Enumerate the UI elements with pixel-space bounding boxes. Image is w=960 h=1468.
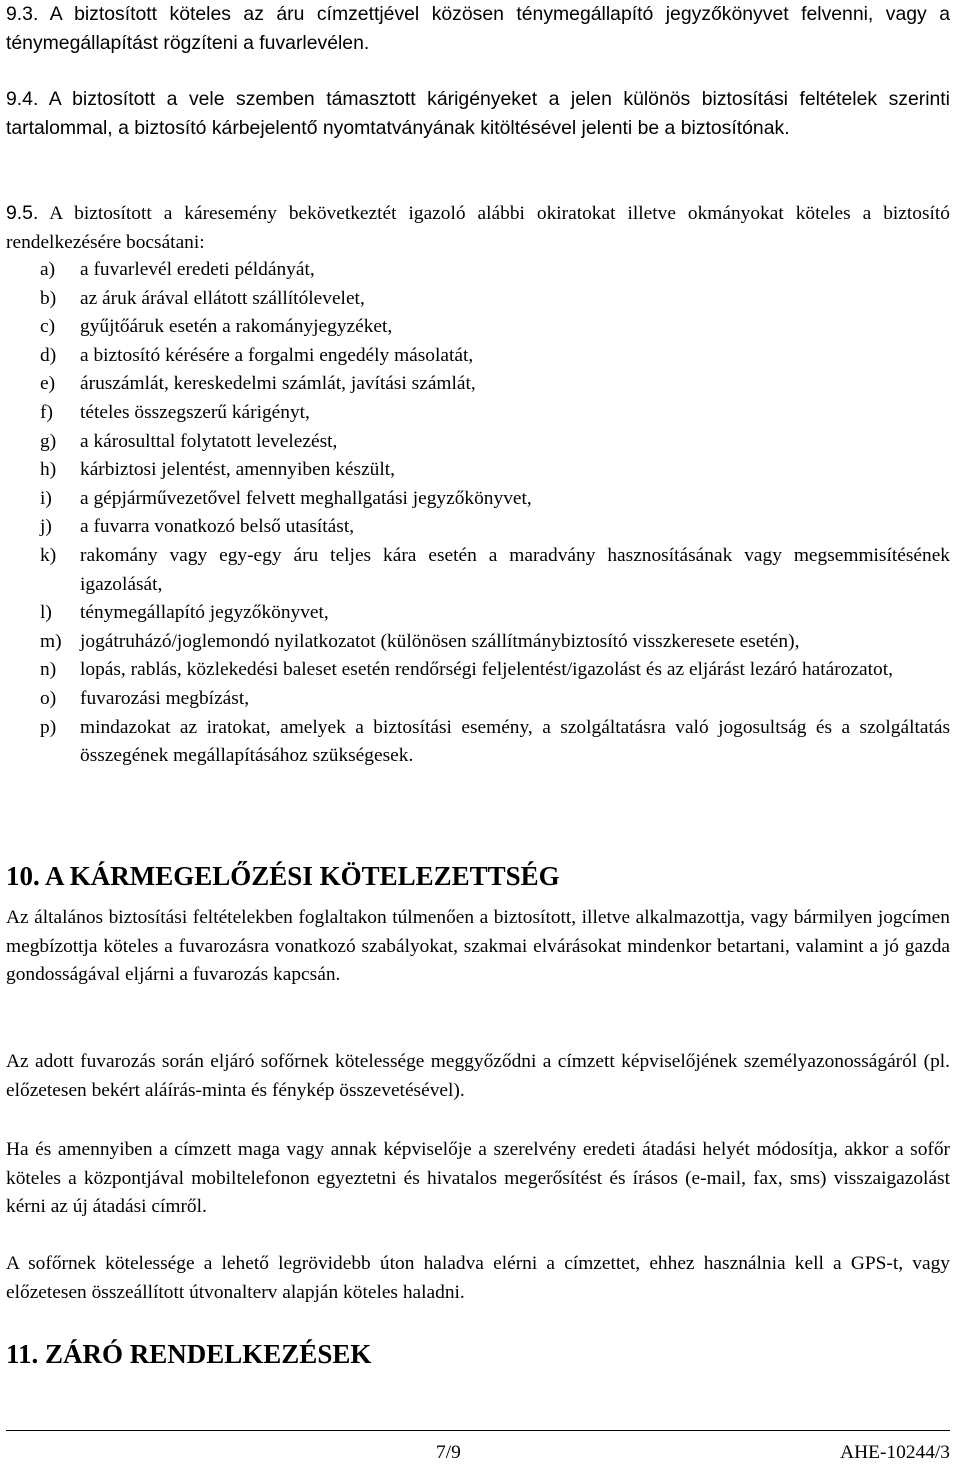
list-item xyxy=(6,370,950,399)
list-item-text: lopás, rablás, közlekedési baleset esetén rendőrségi feljelentést/igazolást és az eljárást lezáró határozatot, xyxy=(80,659,893,681)
list-item xyxy=(6,256,950,285)
list-item-text: a biztosító kérésére a forgalmi engedély másolatát, xyxy=(80,344,474,366)
list-item-text: a fuvarra vonatkozó belső utasítást, xyxy=(80,516,355,538)
list-item xyxy=(6,599,950,628)
list-item-text: az áruk árával ellátott szállítólevelet, xyxy=(80,287,365,309)
list-item-text: áruszámlát, kereskedelmi számlát, javítási számlát, xyxy=(80,373,476,395)
list-item xyxy=(6,685,950,714)
list-item-label: o) xyxy=(40,687,57,709)
document-id: AHE-10244/3 xyxy=(840,1442,950,1463)
required-documents-list xyxy=(6,256,950,771)
list-item xyxy=(6,342,950,371)
list-item-label: i) xyxy=(40,487,52,509)
section-10-paragraph-2: Az adott fuvarozás során eljáró sofőrnek kötelessége meggyőződni a címzett képviselőjének személyazonosságáról (pl. előzetesen bekért aláírás-minta és fénykép összevetésével). xyxy=(6,1051,950,1101)
list-item xyxy=(6,656,950,685)
section-10-heading: 10. A KÁRMEGELŐZÉSI KÖTELEZETTSÉG xyxy=(6,861,560,891)
list-item-label: j) xyxy=(40,516,52,538)
list-item-text: a fuvarlevél eredeti példányát, xyxy=(80,259,315,280)
section-10-paragraph-1: Az általános biztosítási feltételekben foglaltakon túlmenően a biztosított, illetve alkalmazottja, vagy bármilyen jogcímen megbízottja köteles a fuvarozásra vonatkozó szabályokat, szakmai elvárásokat mindenkor betartani, valamint a jó gazda gondosságával eljárni a fuvarozás kapcsán. xyxy=(6,907,950,985)
list-item-text: gyűjtőáruk esetén a rakományjegyzéket, xyxy=(80,316,393,338)
section-9-3: 9.3. A biztosított köteles az áru címzettjével közösen ténymegállapító jegyzőkönyvet felvenni, vagy a ténymegállapítást rögzíteni a fuvarlevélen. xyxy=(6,3,950,54)
list-item-text: a gépjárművezetővel felvett meghallgatási jegyzőkönyvet, xyxy=(80,487,532,509)
list-item-label: k) xyxy=(40,544,57,566)
list-item-text: tételes összegszerű kárigényt, xyxy=(80,401,310,423)
page-number: 7/9 xyxy=(436,1442,461,1463)
section-10-paragraph-4: A sofőrnek kötelessége a lehető legrövidebb úton haladva elérni a címzettet, ehhez használnia kell a GPS-t, vagy előzetesen összeállított útvonalterv alapján köteles haladni. xyxy=(6,1253,950,1303)
list-item-label: p) xyxy=(40,716,57,738)
list-item xyxy=(6,399,950,428)
list-item-label: a) xyxy=(40,259,56,280)
section-9-5-text: A biztosított a káresemény bekövetkeztét igazoló alábbi okiratokat illetve okmányokat köteles a biztosító rendelkezésére bocsátani: xyxy=(6,203,950,253)
list-item xyxy=(6,456,950,485)
list-item xyxy=(6,714,950,771)
list-item-text: mindazokat az iratokat, amelyek a biztosítási esemény, a szolgáltatásra való jogosultság és a szolgáltatás összegének megállapításához szükségesek. xyxy=(80,716,950,767)
list-item-label: g) xyxy=(40,430,57,452)
list-item-text: ténymegállapító jegyzőkönyvet, xyxy=(80,602,329,624)
list-item-label: h) xyxy=(40,459,57,481)
list-item xyxy=(6,542,950,599)
list-item-text: jogátruházó/joglemondó nyilatkozatot (különösen szállítmánybiztosító visszkeresete esetén), xyxy=(80,630,800,652)
list-item-label: n) xyxy=(40,659,57,681)
list-item-label: m) xyxy=(40,630,62,652)
list-item xyxy=(6,485,950,514)
section-10-paragraph-3: Ha és amennyiben a címzett maga vagy annak képviselője a szerelvény eredeti átadási helyét módosítja, akkor a sofőr köteles a központjával mobiltelefonon egyeztetni és hivatalos megerősítést és írásos (e-mail, fax, sms) visszaigazolást kérni az új átadási címről. xyxy=(6,1139,950,1217)
list-item-label: l) xyxy=(40,602,52,624)
list-item-label: f) xyxy=(40,401,53,423)
list-item xyxy=(6,428,950,457)
list-item-text: a károsulttal folytatott levelezést, xyxy=(80,430,338,452)
list-item-text: rakomány vagy egy-egy áru teljes kára esetén a maradvány hasznosításának vagy megsemmisítésének igazolását, xyxy=(80,544,950,595)
list-item-text: kárbiztosi jelentést, amennyiben készült, xyxy=(80,459,396,481)
list-item-label: b) xyxy=(40,287,57,309)
list-item xyxy=(6,628,950,657)
list-item-label: d) xyxy=(40,344,57,366)
list-item xyxy=(6,313,950,342)
list-item xyxy=(6,285,950,314)
footer-divider xyxy=(6,1430,950,1431)
section-9-4: 9.4. A biztosított a vele szemben támasztott kárigényeket a jelen különös biztosítási feltételek szerinti tartalommal, a biztosító kárbejelentő nyomtatványának kitöltésével jelenti be a biztosítónak. xyxy=(6,88,950,139)
list-item xyxy=(6,513,950,542)
list-item-label: c) xyxy=(40,316,56,338)
section-9-5-intro xyxy=(6,199,950,257)
list-item-text: fuvarozási megbízást, xyxy=(80,687,250,709)
section-11-heading: 11. ZÁRÓ RENDELKEZÉSEK xyxy=(6,1339,372,1369)
section-9-5-number: 9.5. xyxy=(6,202,39,224)
list-item-label: e) xyxy=(40,373,56,395)
